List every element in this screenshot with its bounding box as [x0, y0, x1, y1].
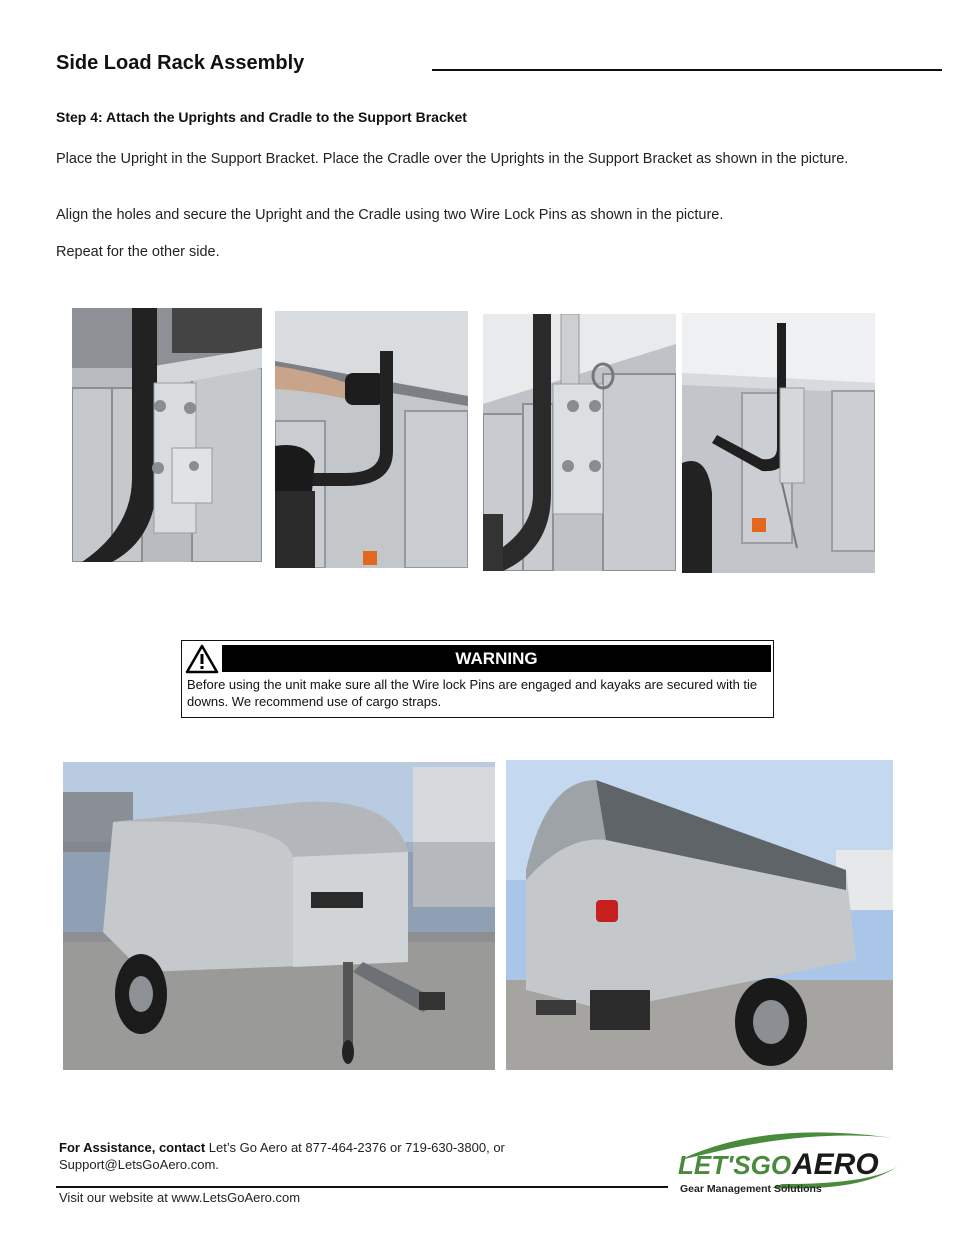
website-text[interactable]: Visit our website at www.LetsGoAero.com — [59, 1190, 301, 1205]
photo-trailer-rear — [506, 760, 893, 1070]
warning-label: WARNING — [222, 645, 771, 672]
assistance-details: Let’s Go Aero at 877-464-2376 or 719-630-3800, or Support@LetsGoAero.com. — [59, 1140, 505, 1172]
page-title: Side Load Rack Assembly — [56, 52, 305, 74]
assistance-label: For Assistance, contact — [59, 1140, 206, 1155]
footer-rule — [56, 1186, 668, 1188]
letsgoaero-logo — [672, 1126, 904, 1196]
instruction-paragraph-2: Align the holes and secure the Upright and the Cradle using two Wire Lock Pins as shown in the picture. — [56, 207, 724, 223]
photo-placing-cradle — [275, 311, 468, 568]
photo-trailer-front — [63, 762, 495, 1070]
photo-wire-lock-pins — [483, 314, 676, 571]
logo-wordmark-right: AERO — [792, 1148, 879, 1181]
logo-wordmark-left: LET'SGO — [678, 1150, 792, 1180]
photo-upright-in-bracket — [72, 308, 262, 562]
instruction-paragraph-3: Repeat for the other side. — [56, 244, 220, 260]
photo-assembled-cradle — [682, 313, 875, 573]
assistance-contact — [59, 1139, 619, 1173]
warning-box — [181, 640, 774, 718]
warning-text: Before using the unit make sure all the Wire lock Pins are engaged and kayaks are secured with tie downs. We recommend use of cargo straps. — [187, 677, 758, 709]
logo-tagline: Gear Management Solutions — [680, 1183, 822, 1195]
warning-triangle-icon — [185, 644, 219, 674]
title-rule — [432, 69, 942, 71]
instruction-paragraph-1: Place the Upright in the Support Bracket. Place the Cradle over the Uprights in the Support Bracket as shown in the picture. — [56, 151, 849, 167]
step-heading: Step 4: Attach the Uprights and Cradle to the Support Bracket — [56, 109, 467, 125]
